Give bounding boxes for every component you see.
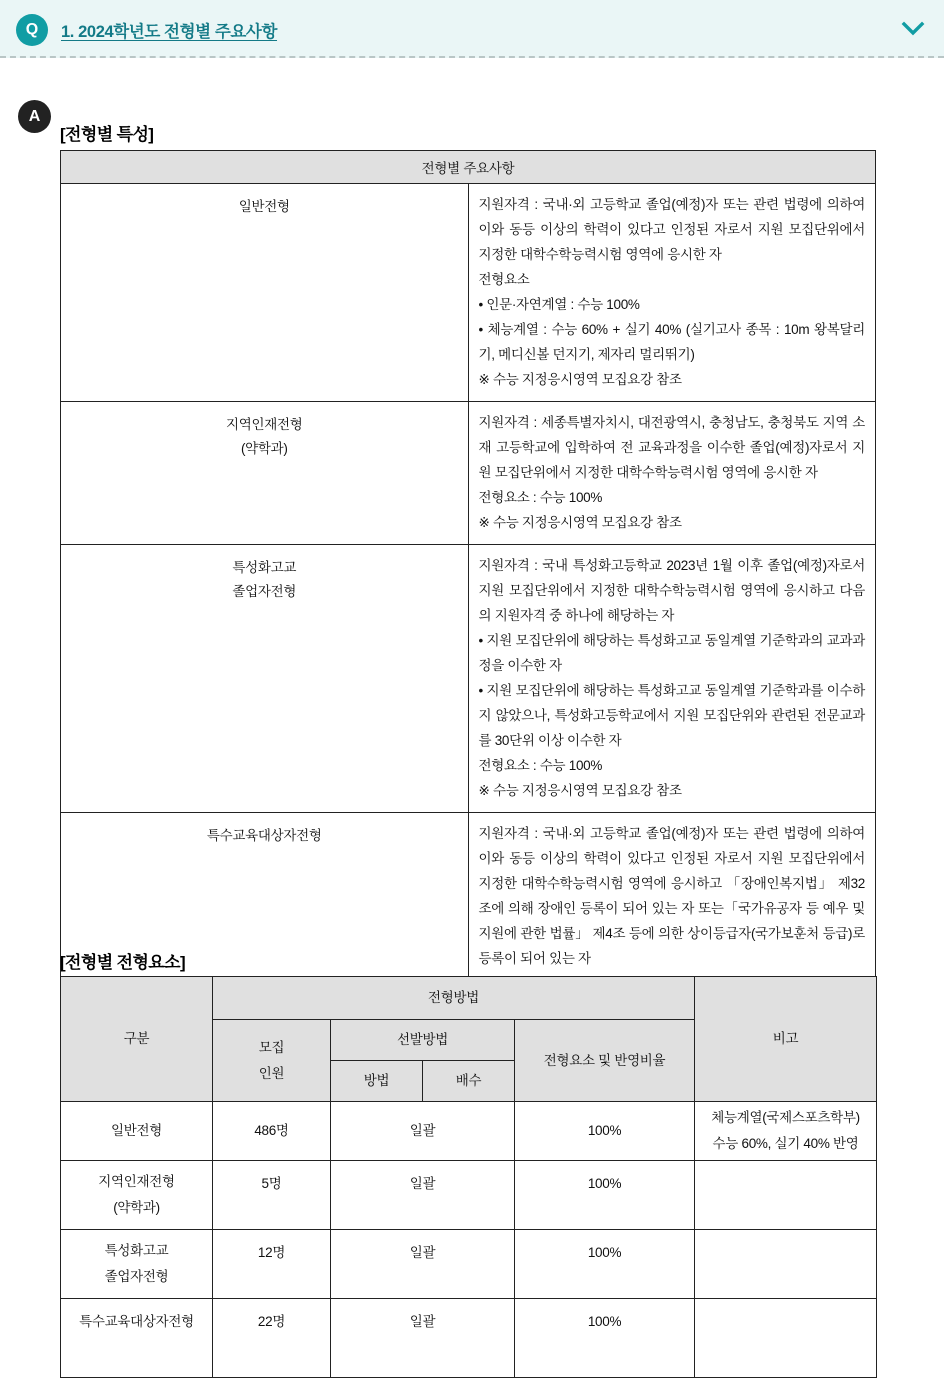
- header-select-method: 선발방법: [331, 1020, 515, 1061]
- admission-type-label: 지역인재전형: [226, 417, 303, 432]
- admission-elements-table: [60, 976, 877, 1378]
- admission-type-name: [61, 545, 469, 813]
- admission-type-sublabel: (약학과): [240, 441, 288, 456]
- row-bigo: [695, 1102, 877, 1161]
- row-quota: 486명: [213, 1102, 331, 1161]
- admission-type-label: 특성화고교: [232, 560, 297, 575]
- row-quota: 12명: [213, 1230, 331, 1299]
- admission-type-details: [468, 402, 876, 545]
- row-name-line2: (약학과): [113, 1200, 160, 1215]
- row-bigo: [695, 1230, 877, 1299]
- detail-note: ※ 수능 지정응시영역 모집요강 참조: [478, 783, 682, 798]
- row-name: 특수교육대상자전형: [61, 1299, 213, 1378]
- faq-question-title[interactable]: 1. 2024학년도 전형별 주요사항: [61, 23, 278, 41]
- table-row: [61, 184, 876, 402]
- detail-note: ※ 수능 지정응시영역 모집요강 참조: [478, 515, 682, 530]
- row-name-line1: 지역인재전형: [98, 1174, 175, 1189]
- admission-type-name: [61, 184, 469, 402]
- header-quota-line2: 인원: [258, 1065, 285, 1081]
- row-bigo-line1: 체능계열(국제스포츠학부): [711, 1110, 860, 1125]
- detail-line: 지원자격 : 국내·외 고등학교 졸업(예정)자 또는 관련 법령에 의하여 이와 동등 이상의 학력이 있다고 인정된 자로서 지원 모집단위에서 지정한 대학수학능력시험 영역에 응시한 자: [478, 197, 865, 262]
- detail-line: 지원자격 : 국내·외 고등학교 졸업(예정)자 또는 관련 법령에 의하여 이와 동등 이상의 학력이 있다고 인정된 자로서 지원 모집단위에서 지정한 대학수학능력시험 영역에 응시하고 「장애인복지법」 제32조에 의해 장애인 등록이 되어 있는 자 또는「국가유공자 등 예우 및 지원에 관한 법률」 제4조 등에 의한 상이등급자(국가보훈처 등급)로 등록이 되어 있는 자: [478, 826, 865, 966]
- answer-badge: A: [18, 100, 51, 133]
- row-method: 일괄: [331, 1102, 515, 1161]
- row-name-line2: 졸업자전형: [104, 1269, 169, 1284]
- admission-type-label: 특수교육대상자전형: [206, 828, 322, 843]
- row-method: 일괄: [331, 1299, 515, 1378]
- header-quota-line1: 모집: [258, 1039, 285, 1055]
- admission-type-label: 일반전형: [238, 199, 290, 214]
- table-row: [61, 1299, 877, 1378]
- admission-type-name: [61, 402, 469, 545]
- section-heading-elements: [전형별 전형요소]: [60, 953, 185, 972]
- admission-type-sublabel: 졸업자전형: [232, 584, 297, 599]
- row-quota: 22명: [213, 1299, 331, 1378]
- row-name-line1: 특성화고교: [104, 1243, 169, 1258]
- table-row: [61, 1102, 877, 1161]
- row-bigo: [695, 1299, 877, 1378]
- detail-line: • 지원 모집단위에 해당하는 특성화고교 동일계열 기준학과의 교과과정을 이수한 자: [478, 633, 865, 673]
- table-row: [61, 1161, 877, 1230]
- chevron-down-icon[interactable]: [900, 18, 926, 40]
- row-suneung: 100%: [515, 1230, 695, 1299]
- header-element-ratio: 전형요소 및 반영비율: [515, 1020, 695, 1102]
- table-row: [61, 402, 876, 545]
- header-baesu: 배수: [423, 1061, 515, 1102]
- detail-line: 지원자격 : 세종특별자치시, 대전광역시, 충청남도, 충청북도 지역 소재 고등학교에 입학하여 전 교육과정을 이수한 졸업(예정)자로서 지원 모집단위에서 지정한 대학수학능력시험 영역에 응시한 자: [478, 415, 865, 480]
- row-name: [61, 1230, 213, 1299]
- table-row: [61, 1230, 877, 1299]
- section-heading-characteristics: [전형별 특성]: [60, 125, 154, 144]
- row-method: 일괄: [331, 1161, 515, 1230]
- admission-type-details: [468, 545, 876, 813]
- detail-line: 전형요소 : 수능 100%: [478, 490, 603, 505]
- detail-line: • 지원 모집단위에 해당하는 특성화고교 동일계열 기준학과를 이수하지 않았으나, 특성화고등학교에서 지원 모집단위와 관련된 전문교과를 30단위 이상 이수한 자: [478, 683, 865, 748]
- admission-characteristics-table: [60, 150, 876, 1031]
- detail-line: 지원자격 : 국내 특성화고등학교 2023년 1월 이후 졸업(예정)자로서 지원 모집단위에서 지정한 대학수학능력시험 영역에 응시하고 다음의 지원자격 중 하나에 해당하는 자: [478, 558, 865, 623]
- row-suneung: 100%: [515, 1299, 695, 1378]
- row-name: 일반전형: [61, 1102, 213, 1161]
- header-bangbub: 방법: [331, 1061, 423, 1102]
- table-row: [61, 545, 876, 813]
- question-badge: Q: [16, 14, 48, 46]
- detail-line: • 체능계열 : 수능 60% + 실기 40% (실기고사 종목 : 10m 왕복달리기, 메디신볼 던지기, 제자리 멀리뛰기): [478, 322, 865, 362]
- header-bigo: 비고: [695, 977, 877, 1102]
- row-suneung: 100%: [515, 1102, 695, 1161]
- table-header-row-1: [61, 977, 877, 1020]
- admission-type-details: [468, 184, 876, 402]
- row-suneung: 100%: [515, 1161, 695, 1230]
- header-method-group: 전형방법: [213, 977, 695, 1020]
- row-bigo: [695, 1161, 877, 1230]
- table-header-row: [61, 151, 876, 184]
- table-title-cell: 전형별 주요사항: [61, 151, 876, 184]
- detail-line: 전형요소 : 수능 100%: [478, 758, 603, 773]
- header-quota: [213, 1020, 331, 1102]
- row-quota: 5명: [213, 1161, 331, 1230]
- row-bigo-line2: 수능 60%, 실기 40% 반영: [712, 1136, 859, 1151]
- row-name: [61, 1161, 213, 1230]
- detail-note: ※ 수능 지정응시영역 모집요강 참조: [478, 372, 682, 387]
- detail-line: • 인문·자연계열 : 수능 100%: [478, 297, 640, 312]
- header-gubun: 구분: [61, 977, 213, 1102]
- detail-line: 전형요소: [478, 272, 530, 287]
- faq-question-header[interactable]: [0, 0, 944, 58]
- row-method: 일괄: [331, 1230, 515, 1299]
